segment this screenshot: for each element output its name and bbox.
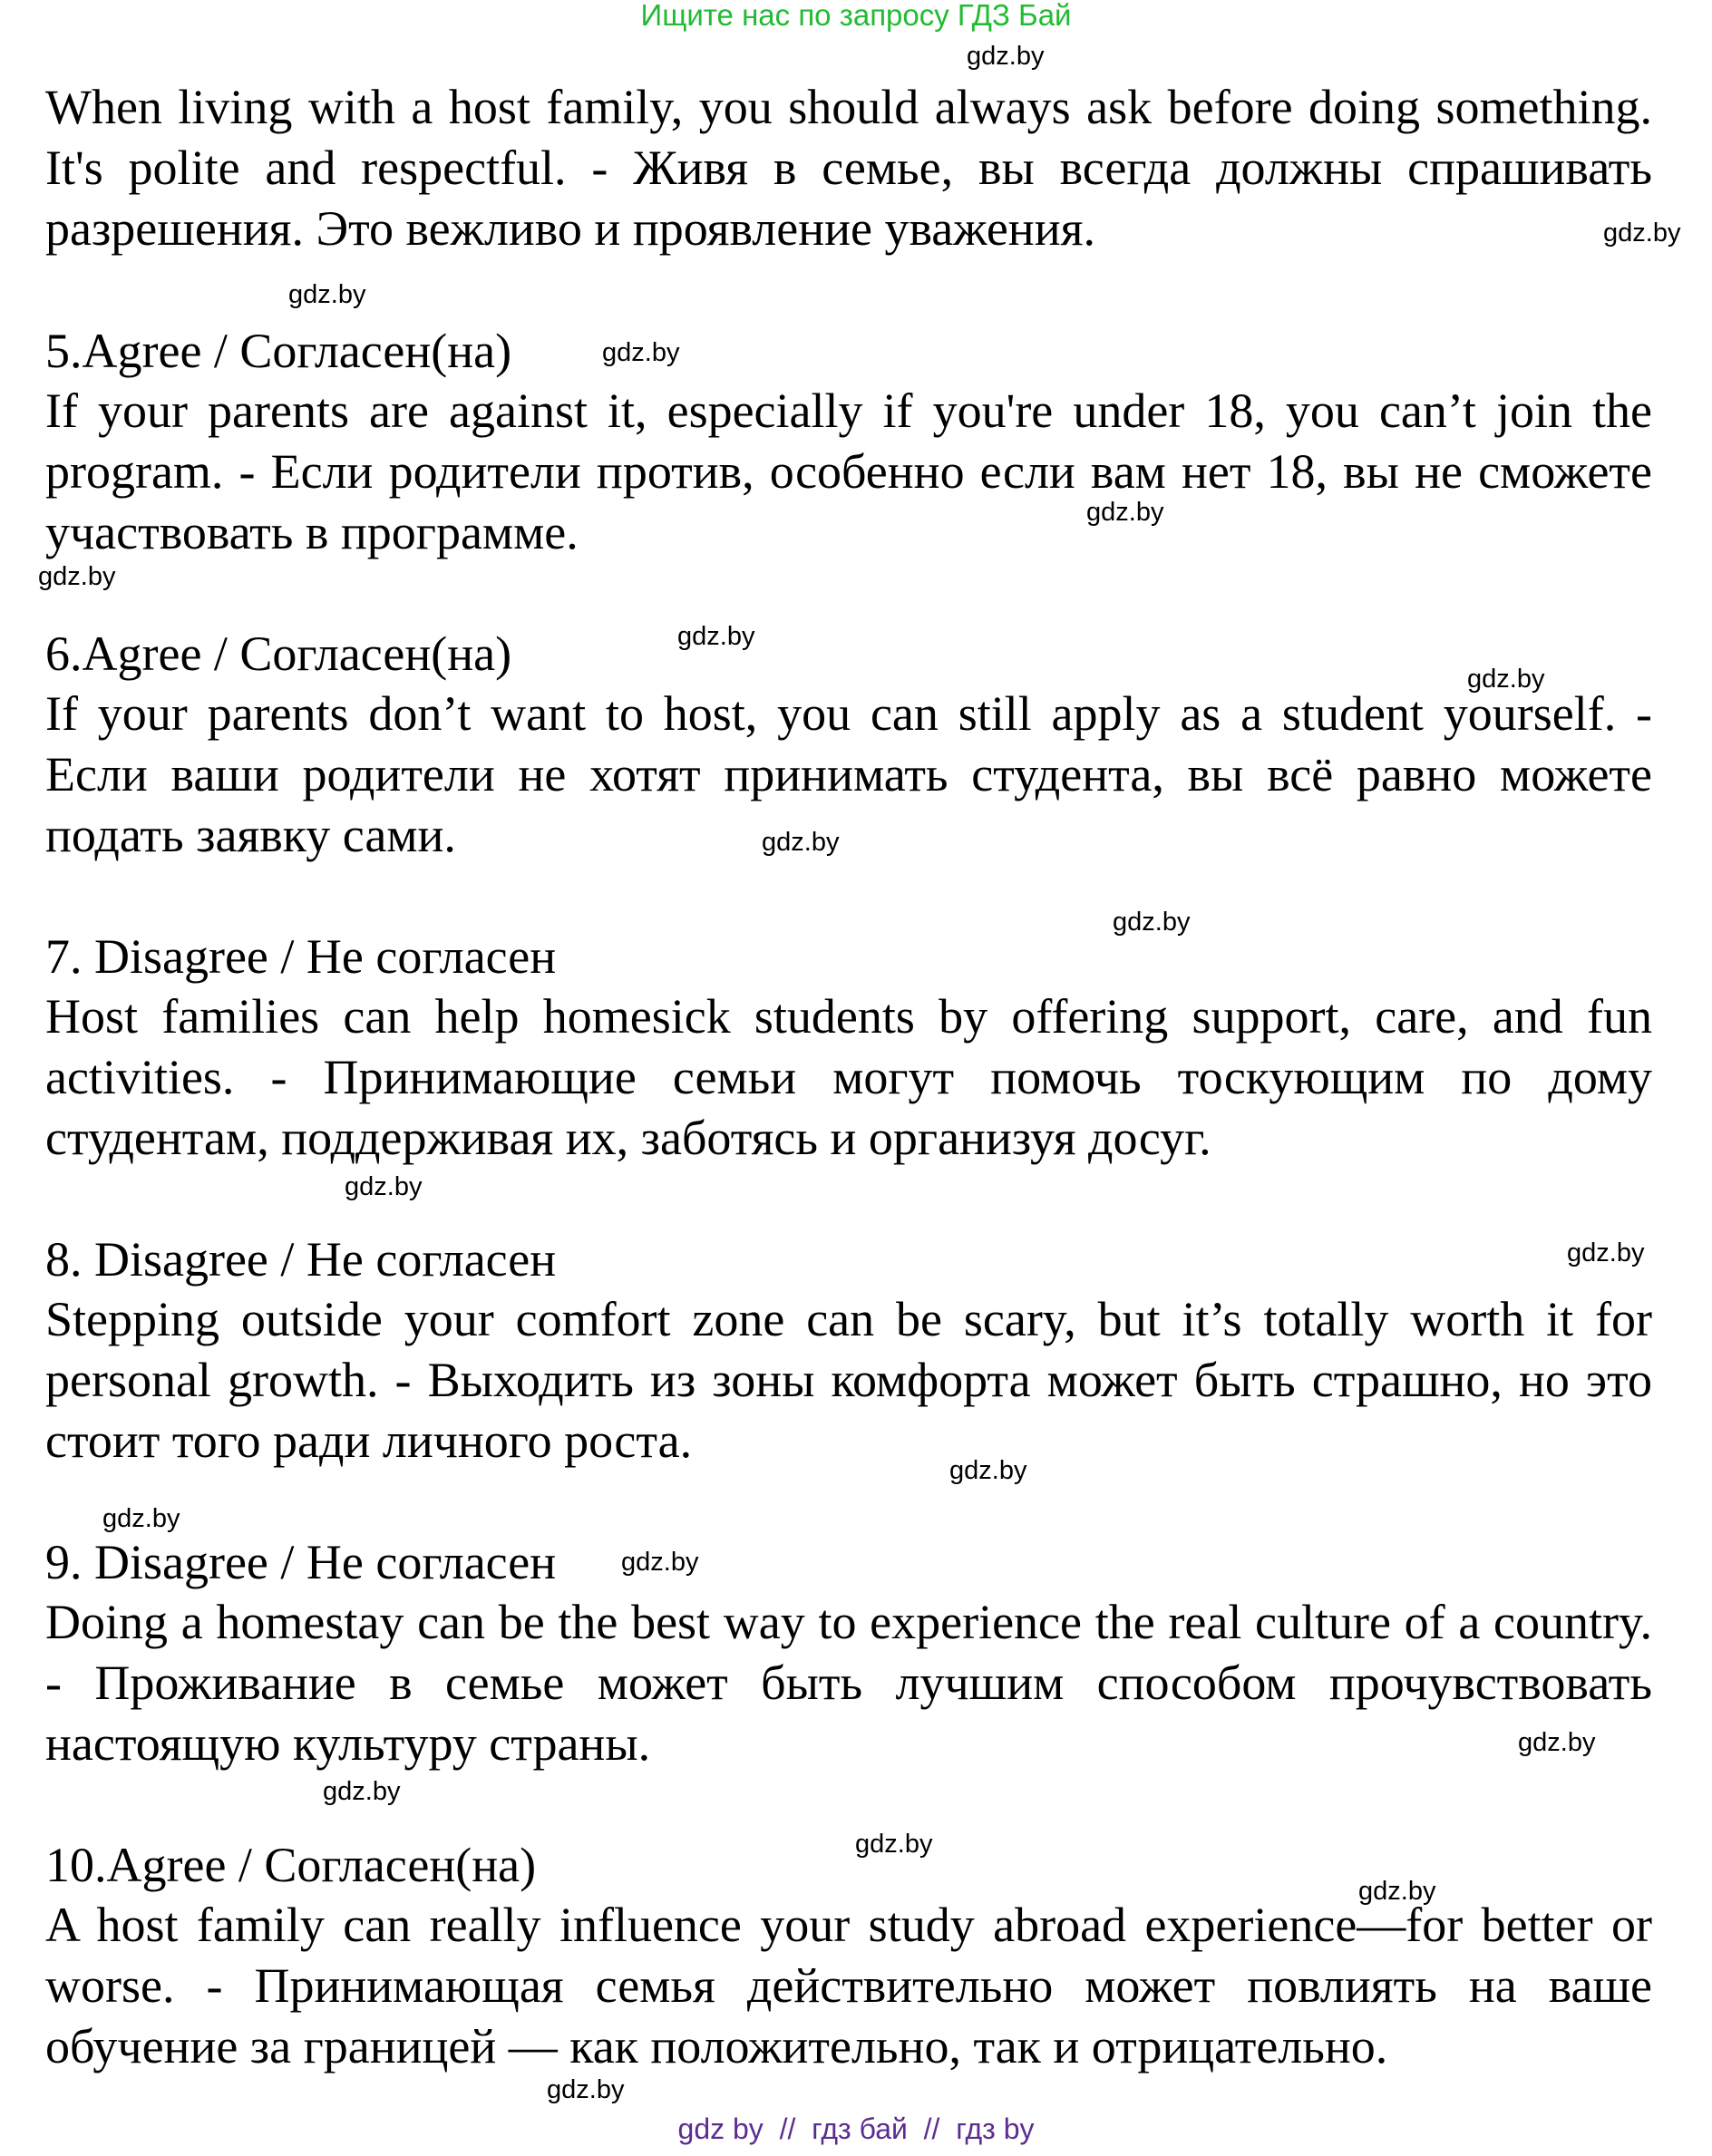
item-heading: 10.Agree / Согласен(на): [45, 1838, 537, 1892]
item-text: Stepping outside your comfort zone can be scary, but it’s totally worth it for personal growth. - Выходить из зоны комфорта может быть страшно, но это стоит того ради личного роста.: [45, 1292, 1652, 1468]
watermark: gdz.by: [1086, 498, 1164, 527]
intro-paragraph: When living with a host family, you should always ask before doing something. It's polite and respectful. - Живя в семье, вы всегда должны спрашивать разрешения. Это вежливо и проявление уважения.: [45, 80, 1652, 256]
watermark: gdz.by: [1467, 665, 1545, 694]
item-text: Doing a homestay can be the best way to experience the real culture of a country. - Проживание в семье может быть лучшим способом прочувствовать настоящую культуру страны.: [45, 1595, 1652, 1771]
item-text: If your parents are against it, especially if you're under 18, you can’t join the program. - Если родители против, особенно если вам нет 18, вы не сможете участвовать в программе.: [45, 384, 1652, 559]
item-heading: 6.Agree / Согласен(на): [45, 626, 512, 681]
item-text: If your parents don’t want to host, you can still apply as a student yourself. - Если ваши родители не хотят принимать студента, вы всё равно можете подать заявку сами.: [45, 686, 1652, 862]
item-heading: 8. Disagree / Не согласен: [45, 1232, 557, 1287]
item-heading: 9. Disagree / Не согласен: [45, 1535, 557, 1589]
watermark: gdz.by: [288, 280, 366, 309]
footer-links[interactable]: gdz by // гдз бай // гдз by: [677, 2112, 1035, 2145]
item-text: Host families can help homesick students by offering support, care, and fun activities. - Принимающие семьи могут помочь тоскующим по дому студентам, поддерживая их, заботясь и организуя досуг.: [45, 989, 1652, 1165]
watermark: gdz.by: [949, 1456, 1027, 1485]
watermark: gdz.by: [1358, 1877, 1436, 1906]
item-heading: 5.Agree / Согласен(на): [45, 324, 512, 378]
watermark: gdz.by: [1518, 1728, 1596, 1757]
watermark: gdz.by: [102, 1504, 180, 1533]
item-heading: 7. Disagree / Не согласен: [45, 929, 557, 984]
watermark: gdz.by: [762, 828, 840, 857]
watermark: gdz.by: [855, 1830, 933, 1859]
watermark: gdz.by: [677, 622, 755, 651]
watermark: gdz.by: [1113, 908, 1191, 937]
site-banner[interactable]: Ищите нас по запросу ГДЗ Бай: [640, 0, 1072, 32]
watermark: gdz.by: [323, 1777, 401, 1806]
watermark: gdz.by: [1603, 219, 1681, 248]
watermark: gdz.by: [1567, 1238, 1645, 1267]
watermark: gdz.by: [547, 2075, 625, 2104]
item-text: A host family can really influence your study abroad experience—for better or worse. - Принимающая семья действительно может повлиять на ваше обучение за границей — как положительно, так и отрицательно.: [45, 1898, 1652, 2073]
watermark: gdz.by: [967, 42, 1045, 71]
watermark: gdz.by: [345, 1172, 423, 1201]
watermark: gdz.by: [602, 338, 680, 367]
watermark: gdz.by: [621, 1548, 699, 1577]
watermark: gdz.by: [38, 562, 116, 591]
